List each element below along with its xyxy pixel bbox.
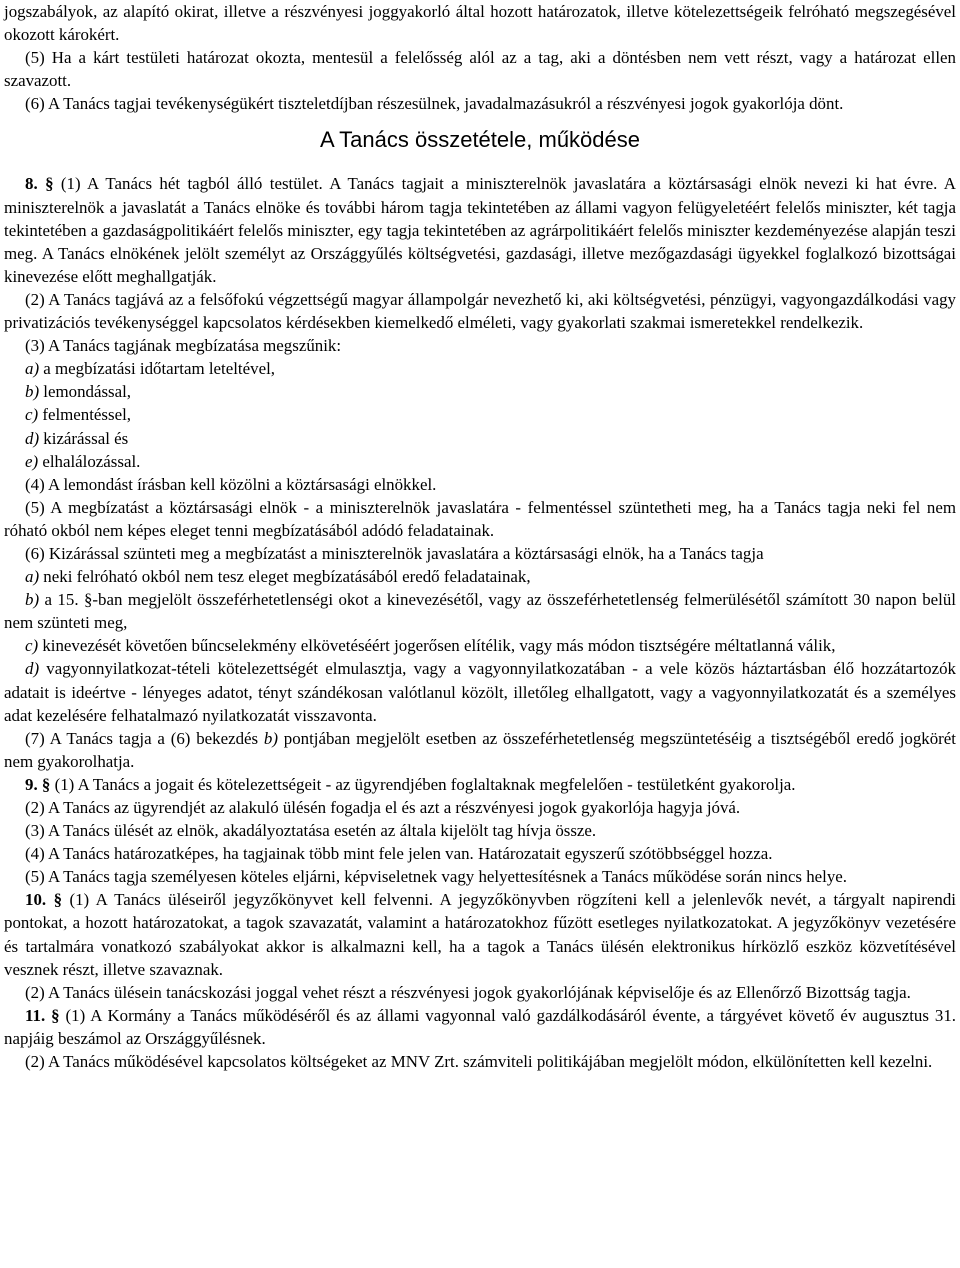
list-letter: c)	[25, 636, 39, 656]
section-11-text-1: (1) A Kormány a Tanács működéséről és az állami vagyonnal való gazdálkodásáról évente, a tárgyévet követő év augusztus 31. napjáig beszámol az Országgyűlésnek.	[4, 1005, 956, 1048]
list-item	[4, 403, 956, 426]
list-text: kizárással és	[39, 428, 129, 448]
list-text: lemondással,	[39, 382, 132, 402]
list-letter: c)	[25, 405, 39, 425]
list-letter: b)	[25, 590, 40, 610]
list-item	[4, 427, 956, 450]
section-8-para-3: (3) A Tanács tagjának megbízatása megszűnik:	[25, 336, 342, 356]
section-number: 8.	[25, 174, 38, 194]
para-7-point-ref: b)	[263, 728, 278, 748]
section-10-para-1	[4, 888, 956, 980]
list-item	[4, 565, 956, 588]
list-text: a megbízatási időtartam leteltével,	[39, 359, 275, 379]
section-8-para-7	[4, 727, 956, 773]
section-11-para-2: (2) A Tanács működésével kapcsolatos költségeket az MNV Zrt. számviteli politikájában megjelölt módon, elkülönítetten kell kezelni.	[25, 1052, 933, 1072]
paragraph-7-5: (5) Ha a kárt testületi határozat okozta, mentesül a felelősség alól az a tag, aki a döntésben nem vett részt, vagy a határozat ellen szavazott.	[4, 48, 956, 91]
section-sign: §	[41, 774, 51, 794]
list-item	[4, 450, 956, 473]
section-9-text-1: (1) A Tanács a jogait és kötelezettségeit - az ügyrendjében foglaltaknak megfelelően - testületként gyakorolja.	[50, 774, 796, 794]
section-9-para-1	[4, 773, 956, 796]
list-text: elhalálozással.	[38, 451, 141, 471]
para-7-text-c: pontjában megjelölt esetben az összeférhetetlenség megszüntetéséig a tisztségéből eredő jogkörét nem gyakorolhatja.	[4, 728, 956, 771]
section-9-para-4: (4) A Tanács határozatképes, ha tagjainak több mint fele jelen van. Határozatait egyszerű szótöbbséggel hozza.	[25, 844, 773, 864]
section-8-para-1	[4, 172, 956, 287]
list-text: vagyonnyilatkozat-tételi kötelezettségét elmulasztja, vagy a vagyonnyilatkozatában - a vele közös háztartásban élő hozzátartozók adatait is ideértve - lényeges adatot, tényt szándékosan valótlanul közölt, illetőleg elhallgatott, vagy a vagyonnyilatkozatát és a személyes adat kezelésére felhatalmazó nyilatkozatát visszavonta.	[4, 659, 956, 725]
section-10-text-1: (1) A Tanács üléseiről jegyzőkönyvet kell felvenni. A jegyzőkönyvben rögzíteni kell a jelenlevők nevét, a tárgyalt napirendi pontokat, a hozott határozatokat, a tagok szavazatát, valamint a határozatokhoz fűzött esetleges nyilatkozatokat. A jegyzőkönyv vezetésére és tartalmára vonatkozó szabályokat akkor is alkalmazni kell, ha a tagok a Tanács ülésén elektronikus hírközlő eszköz közvetítésével vesznek részt, illetve szavaznak.	[4, 890, 956, 979]
para-7-text-a: (7) A Tanács tagja a (6) bekezdés	[25, 728, 264, 748]
list-letter: e)	[25, 451, 39, 471]
section-11-para-1	[4, 1004, 956, 1050]
list-item	[4, 657, 956, 726]
list-item	[4, 380, 956, 403]
section-10-para-2: (2) A Tanács ülésein tanácskozási joggal vehet részt a részvényesi jogok gyakorlójának képviselője és az Ellenőrző Bizottság tagja.	[25, 982, 911, 1002]
section-9-para-2: (2) A Tanács az ügyrendjét az alakuló ülésén fogadja el és azt a részvényesi jogok gyakorlója hagyja jóvá.	[25, 798, 741, 817]
list-letter: b)	[25, 382, 40, 402]
section-9-para-5: (5) A Tanács tagja személyesen köteles eljárni, képviseletnek vagy helyettesítésnek a Tanács működése során nincs helye.	[25, 867, 848, 887]
paragraph-continuation: jogszabályok, az alapító okirat, illetve a részvényesi joggyakorló által hozott határozatok, illetve kötelezettségeik felróható megszegésével okozott károkért.	[4, 2, 956, 45]
list-item	[4, 588, 956, 634]
list-letter: d)	[25, 659, 40, 679]
section-number: 9.	[25, 774, 38, 794]
section-sign: §	[45, 174, 54, 194]
section-sign: §	[53, 890, 63, 910]
section-8-text-1: (1) A Tanács hét tagból álló testület. A Tanács tagjait a miniszterelnök javaslatára a köztársasági elnök nevezi ki hat évre. A miniszterelnök a javaslatát a Tanács elnöke és további három tagja tekintetében az állami vagyon felügyeletéért felelős miniszter, két tagja tekintetében a gazdaságpolitikáért felelős miniszter, egy tagja tekintetében az agrárpolitikáért felelős miniszter kezdeményezése alapján teszi meg. A Tanács elnökének jelölt személyt az Országgyűlés költségvetési, gazdasági, illetve mezőgazdasági ügyekkel foglalkozó bizottságai kinevezése előtt meghallgatják.	[4, 174, 956, 286]
section-8-para-5: (5) A megbízatást a köztársasági elnök - a miniszterelnök javaslatára - felmentéssel szüntetheti meg, ha a Tanács tagja neki fel nem róható okból nem képes eleget tenni megbízatásából adódó feladatainak.	[4, 497, 956, 540]
list-text: felmentéssel,	[38, 405, 131, 425]
section-8-para-2: (2) A Tanács tagjává az a felsőfokú végzettségű magyar állampolgár nevezhető ki, aki költségvetési, pénzügyi, vagyongazdálkodási vagy privatizációs tevékenységgel kapcsolatos kérdésekben kiemelkedő elméleti, vagy gyakorlati szakmai ismeretekkel rendelkezik.	[4, 289, 956, 333]
section-9-para-3: (3) A Tanács ülését az elnök, akadályoztatása esetén az általa kijelölt tag hívja össze.	[25, 821, 597, 841]
list-letter: a)	[25, 359, 40, 379]
section-8-para-4: (4) A lemondást írásban kell közölni a köztársasági elnökkel.	[25, 474, 437, 494]
list-text: neki felróható okból nem tesz eleget megbízatásából eredő feladatainak,	[39, 567, 531, 587]
section-sign: §	[51, 1005, 60, 1025]
list-item	[4, 634, 956, 657]
section-8-para-6-list	[4, 565, 956, 727]
list-text: a 15. §-ban megjelölt összeférhetetlenségi okot a kinevezésétől, vagy az összeférhetetlenség felmerülésétől számított 30 napon belül nem szünteti meg,	[4, 590, 956, 633]
section-heading: A Tanács összetétele, működése	[319, 127, 640, 153]
list-letter: d)	[25, 428, 40, 448]
section-8-para-3-list	[4, 357, 956, 472]
section-8-para-6: (6) Kizárással szünteti meg a megbízatást a miniszterelnök javaslatára a köztársasági elnök, ha a Tanács tagja	[25, 543, 764, 563]
list-item	[4, 357, 956, 380]
document-page	[4, 0, 956, 1073]
list-text: kinevezését követően bűncselekmény elkövetéséért jogerősen elítélik, vagy más módon tisztségére méltatlanná válik,	[38, 636, 836, 656]
section-number: 11.	[25, 1005, 46, 1025]
paragraph-7-6: (6) A Tanács tagjai tevékenységükért tiszteletdíjban részesülnek, javadalmazásukról a részvényesi jogok gyakorlója dönt.	[25, 94, 844, 114]
section-number: 10.	[25, 890, 47, 910]
list-letter: a)	[25, 567, 40, 587]
